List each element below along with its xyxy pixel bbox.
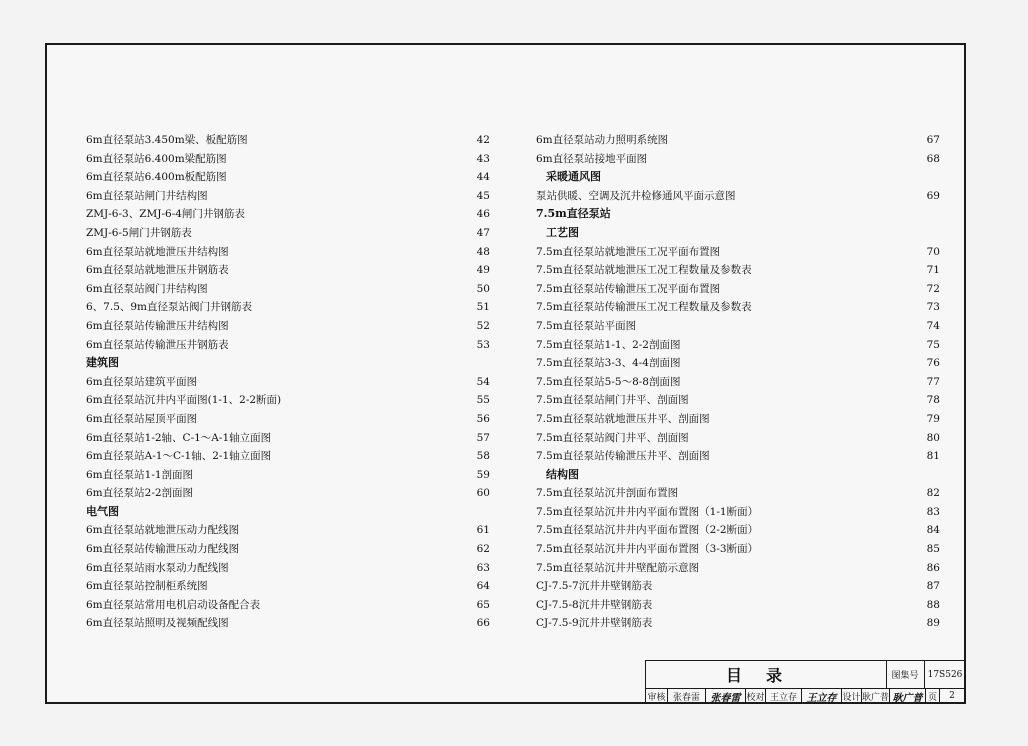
toc-leader-dots — [702, 559, 921, 578]
toc-entry — [536, 559, 940, 578]
toc-entry-title: 7.5m直径泵站传输泄压工况平面布置图 — [536, 282, 721, 295]
toc-entry-page: 52 — [476, 319, 490, 332]
toc-entry-page: 59 — [476, 468, 490, 481]
toc-entry-title: 6m直径泵站就地泄压井钢筋表 — [86, 264, 229, 277]
toc-leader-dots — [639, 317, 921, 336]
toc-entry-page: 78 — [926, 394, 940, 407]
toc-leader-dots — [713, 410, 921, 429]
toc-entry — [86, 261, 490, 280]
toc-entry-title: 7.5m直径泵站沉井井内平面布置图（1-1断面） — [536, 505, 759, 518]
toc-left-column — [86, 131, 490, 633]
toc-leader-dots — [650, 150, 921, 169]
toc-entry — [86, 577, 490, 596]
toc-entry — [536, 540, 940, 559]
toc-leader-dots — [739, 187, 922, 206]
toc-leader-dots — [655, 596, 921, 615]
toc-entry — [536, 131, 940, 150]
toc-leader-dots — [274, 429, 471, 448]
toc-entry-title: 6m直径泵站建筑平面图 — [86, 375, 198, 388]
toc-section-heading: 建筑图 — [86, 356, 119, 370]
toc-entry-title: 6m直径泵站2-2剖面图 — [86, 487, 194, 500]
toc-entry-title: 6m直径泵站3.450m梁、板配筋图 — [86, 134, 248, 146]
toc-entry — [86, 540, 490, 559]
toc-entry-title: 7.5m直径泵站传输泄压井平、剖面图 — [536, 450, 710, 463]
toc-entry-page: 82 — [926, 487, 940, 500]
toc-entry-page: 50 — [476, 282, 490, 295]
toc-entry-page: 88 — [926, 598, 940, 611]
atlas-number: 17S526 — [927, 669, 963, 680]
toc-entry-page: 89 — [926, 617, 940, 630]
toc-entry-title: 6m直径泵站传输泄压动力配线图 — [86, 543, 240, 556]
toc-entry — [86, 391, 490, 410]
check-label: 校对 — [746, 688, 766, 704]
toc-entry-title: 6m直径泵站A-1～C-1轴、2-1轴立面图 — [86, 450, 272, 463]
toc-leader-dots — [761, 540, 921, 559]
page-number: 2 — [949, 691, 955, 701]
toc-entry — [536, 187, 940, 206]
toc-entry-page: 43 — [476, 152, 490, 165]
toc-entry-page: 84 — [926, 524, 940, 537]
toc-entry-page: 56 — [476, 412, 490, 425]
toc-entry-page: 57 — [476, 431, 490, 444]
toc-leader-dots — [195, 224, 471, 243]
toc-entry — [86, 373, 490, 392]
toc-entry-title: 6m直径泵站控制柜系统图 — [86, 580, 208, 593]
toc-leader-dots — [242, 540, 471, 559]
toc-leader-dots — [232, 614, 471, 633]
toc-entry-page: 87 — [926, 580, 940, 593]
toc-entry — [536, 298, 940, 317]
toc-entry-title: 7.5m直径泵站1-1、2-2剖面图 — [536, 338, 681, 351]
toc-entry-title: 6m直径泵站就地泄压井结构图 — [86, 245, 229, 258]
toc-entry — [536, 354, 940, 373]
toc-entry-title: 7.5m直径泵站3-3、4-4剖面图 — [536, 357, 681, 370]
toc-leader-dots — [683, 336, 921, 355]
toc-entry — [536, 317, 940, 336]
toc-entry-title: 6m直径泵站沉井内平面图(1-1、2-2断面) — [86, 394, 282, 407]
toc-entry-title: 7.5m直径泵站沉井井内平面布置图（3-3断面） — [536, 543, 759, 556]
toc-entry — [536, 429, 940, 448]
toc-leader-dots — [692, 429, 921, 448]
toc-entry — [86, 429, 490, 448]
toc-leader-dots — [232, 261, 471, 280]
toc-entry — [536, 261, 940, 280]
toc-entry-page: 86 — [926, 561, 940, 574]
toc-section-heading: 7.5m直径泵站 — [536, 207, 611, 221]
toc-entry-title: ZMJ-6-5闸门井钢筋表 — [86, 226, 192, 239]
toc-entry-page: 60 — [476, 487, 490, 500]
toc-entry-title: 6m直径泵站传输泄压井钢筋表 — [86, 338, 229, 351]
checker-signature: 王立存 — [802, 688, 842, 704]
toc-entry-page: 85 — [926, 543, 940, 556]
toc-entry — [536, 484, 940, 503]
toc-entry-page: 64 — [476, 580, 490, 593]
toc-entry-page: 46 — [476, 208, 490, 221]
toc-entry-title: 6、7.5、9m直径泵站阀门井钢筋表 — [86, 301, 253, 314]
toc-leader-dots — [723, 243, 921, 262]
toc-entry-title: 6m直径泵站照明及视频配线图 — [86, 617, 229, 630]
toc-entry — [536, 596, 940, 615]
toc-entry-page: 51 — [476, 301, 490, 314]
toc-entry — [86, 224, 490, 243]
toc-entry-page: 55 — [476, 394, 490, 407]
toc-entry-page: 70 — [926, 245, 940, 258]
toc-leader-dots — [761, 503, 921, 522]
toc-entry — [536, 243, 940, 262]
toc-entry — [86, 150, 490, 169]
toc-entry-title: 7.5m直径泵站就地泄压井平、剖面图 — [536, 412, 710, 425]
toc-leader-dots — [196, 466, 471, 485]
toc-entry — [86, 410, 490, 429]
toc-entry-title: 7.5m直径泵站沉井剖面布置图 — [536, 487, 679, 500]
toc-entry — [536, 503, 940, 522]
toc-leader-dots — [200, 373, 471, 392]
toc-entry-title: 6m直径泵站1-2轴、C-1～A-1轴立面图 — [86, 431, 272, 444]
toc-leader-dots — [232, 243, 471, 262]
toc-entry-page: 76 — [926, 357, 940, 370]
toc-entry-page: 54 — [476, 375, 490, 388]
toc-leader-dots — [232, 559, 471, 578]
toc-entry-title: 6m直径泵站接地平面图 — [536, 152, 648, 165]
toc-entry — [86, 131, 490, 150]
toc-leader-dots — [200, 410, 471, 429]
designer-signature: 耿广普 — [890, 688, 926, 704]
toc-leader-dots — [251, 131, 471, 150]
toc-section-heading: 工艺图 — [546, 225, 579, 239]
toc-leader-dots — [255, 298, 471, 317]
toc-entry-title: 6m直径泵站阀门井结构图 — [86, 282, 208, 295]
designer-name: 耿广普 — [862, 688, 890, 704]
toc-entry-page: 74 — [926, 319, 940, 332]
toc-entry-title: 7.5m直径泵站沉井井壁配筋示意图 — [536, 561, 700, 574]
toc-leader-dots — [655, 614, 921, 633]
toc-entry-page: 66 — [476, 617, 490, 630]
toc-entry-page: 67 — [926, 134, 940, 146]
toc-entry-page: 63 — [476, 561, 490, 574]
toc-entry-page: 42 — [476, 134, 490, 146]
toc-entry — [86, 466, 490, 485]
toc-entry — [536, 577, 940, 596]
review-label: 审核 — [646, 688, 668, 704]
title-block-title: 目录 — [646, 661, 887, 688]
toc-entry-page: 79 — [926, 412, 940, 425]
toc-entry — [86, 559, 490, 578]
toc-section-heading: 电气图 — [86, 504, 119, 518]
toc-leader-dots — [211, 187, 471, 206]
toc-entry-title: 7.5m直径泵站阀门井平、剖面图 — [536, 431, 689, 444]
toc-entry-title: 7.5m直径泵站5-5～8-8剖面图 — [536, 375, 681, 388]
toc-entry-page: 73 — [926, 301, 940, 314]
checker-name: 王立存 — [766, 688, 802, 704]
toc-entry-page: 72 — [926, 282, 940, 295]
toc-leader-dots — [211, 577, 471, 596]
toc-entry-title: 7.5m直径泵站平面图 — [536, 319, 637, 332]
toc-entry — [86, 447, 490, 466]
toc-entry-page: 62 — [476, 543, 490, 556]
toc-leader-dots — [248, 205, 471, 224]
toc-entry — [536, 150, 940, 169]
toc-entry-page: 71 — [926, 264, 940, 277]
toc-entry — [86, 521, 490, 540]
toc-leader-dots — [713, 447, 921, 466]
toc-entry-title: CJ-7.5-7沉井井壁钢筋表 — [536, 580, 653, 593]
toc-entry-page: 44 — [476, 171, 490, 184]
reviewer-signature: 张春雷 — [706, 688, 746, 704]
toc-entry-title: 6m直径泵站屋顶平面图 — [86, 412, 198, 425]
toc-leader-dots — [755, 298, 921, 317]
toc-entry — [86, 614, 490, 633]
toc-entry-page: 47 — [476, 226, 490, 239]
toc-entry-page: 45 — [476, 189, 490, 202]
toc-entry-title: 6m直径泵站动力照明系统图 — [536, 134, 669, 146]
toc-entry-title: 6m直径泵站闸门井结构图 — [86, 189, 208, 202]
toc-leader-dots — [671, 131, 921, 150]
toc-section-heading: 结构图 — [546, 467, 579, 481]
toc-leader-dots — [723, 280, 921, 299]
toc-entry — [536, 447, 940, 466]
reviewer-name: 张春雷 — [668, 688, 706, 704]
toc-leader-dots — [692, 391, 921, 410]
toc-entry-title: 7.5m直径泵站闸门井平、剖面图 — [536, 394, 689, 407]
toc-entry-page: 58 — [476, 450, 490, 463]
toc-entry-title: 6m直径泵站常用电机启动设备配合表 — [86, 598, 261, 611]
toc-leader-dots — [683, 373, 921, 392]
toc-entry-title: 7.5m直径泵站就地泄压工况工程数量及参数表 — [536, 264, 752, 277]
toc-entry-page: 80 — [926, 431, 940, 444]
toc-entry — [536, 614, 940, 633]
toc-entry-page: 65 — [476, 598, 490, 611]
toc-entry — [86, 168, 490, 187]
toc-leader-dots — [755, 261, 921, 280]
toc-entry — [536, 336, 940, 355]
toc-entry-page: 49 — [476, 264, 490, 277]
toc-leader-dots — [232, 317, 471, 336]
toc-entry-title: 泵站供暖、空调及沉井检修通风平面示意图 — [536, 189, 736, 202]
toc-leader-dots — [242, 521, 471, 540]
toc-entry-title: 6m直径泵站1-1剖面图 — [86, 468, 194, 481]
toc-entry — [536, 410, 940, 429]
toc-entry-page: 69 — [926, 189, 940, 202]
toc-leader-dots — [274, 447, 471, 466]
toc-entry — [86, 484, 490, 503]
toc-entry-page: 61 — [476, 524, 490, 537]
toc-entry-title: CJ-7.5-9沉井井壁钢筋表 — [536, 617, 653, 630]
toc-entry — [86, 298, 490, 317]
toc-right-column — [536, 131, 940, 633]
toc-leader-dots — [211, 280, 471, 299]
toc-leader-dots — [655, 577, 921, 596]
toc-entry-title: 6m直径泵站传输泄压井结构图 — [86, 319, 229, 332]
toc-entry — [86, 205, 490, 224]
toc-entry-page: 77 — [926, 375, 940, 388]
toc-leader-dots — [683, 354, 921, 373]
toc-entry — [86, 596, 490, 615]
toc-entry-title: 7.5m直径泵站传输泄压工况工程数量及参数表 — [536, 301, 752, 314]
toc-entry-page: 83 — [926, 505, 940, 518]
toc-entry — [86, 187, 490, 206]
toc-leader-dots — [196, 484, 471, 503]
toc-section-heading: 采暖通风图 — [546, 170, 601, 184]
toc-leader-dots — [230, 150, 471, 169]
toc-entry-title: 6m直径泵站雨水泵动力配线图 — [86, 561, 229, 574]
toc-entry-page: 81 — [926, 450, 940, 463]
toc-entry — [536, 521, 940, 540]
title-block — [645, 660, 965, 704]
toc-leader-dots — [263, 596, 471, 615]
toc-entry — [86, 317, 490, 336]
atlas-number-label: 图集号 — [886, 661, 925, 688]
toc-entry-title: 7.5m直径泵站沉井井内平面布置图（2-2断面） — [536, 524, 759, 537]
toc-leader-dots — [284, 391, 471, 410]
toc-entry-title: CJ-7.5-8沉井井壁钢筋表 — [536, 598, 653, 611]
toc-entry-page: 48 — [476, 245, 490, 258]
toc-entry-page: 53 — [476, 338, 490, 351]
toc-entry — [86, 280, 490, 299]
toc-leader-dots — [232, 336, 471, 355]
design-label: 设计 — [842, 688, 862, 704]
toc-entry-title: 6m直径泵站6.400m梁配筋图 — [86, 152, 227, 165]
toc-leader-dots — [761, 521, 921, 540]
toc-entry — [86, 243, 490, 262]
toc-entry — [86, 336, 490, 355]
drawing-frame — [45, 43, 966, 704]
toc-entry — [536, 391, 940, 410]
toc-entry-page: 75 — [926, 338, 940, 351]
toc-entry-title: 7.5m直径泵站就地泄压工况平面布置图 — [536, 245, 721, 258]
toc-leader-dots — [681, 484, 921, 503]
toc-entry-title: 6m直径泵站就地泄压动力配线图 — [86, 524, 240, 537]
page-label: 页 — [926, 688, 940, 704]
toc-entry-page: 68 — [926, 152, 940, 165]
toc-entry-title: ZMJ-6-3、ZMJ-6-4闸门井钢筋表 — [86, 208, 245, 221]
toc-leader-dots — [230, 168, 471, 187]
toc-entry-title: 6m直径泵站6.400m板配筋图 — [86, 171, 227, 184]
toc-entry — [536, 373, 940, 392]
toc-entry — [536, 280, 940, 299]
